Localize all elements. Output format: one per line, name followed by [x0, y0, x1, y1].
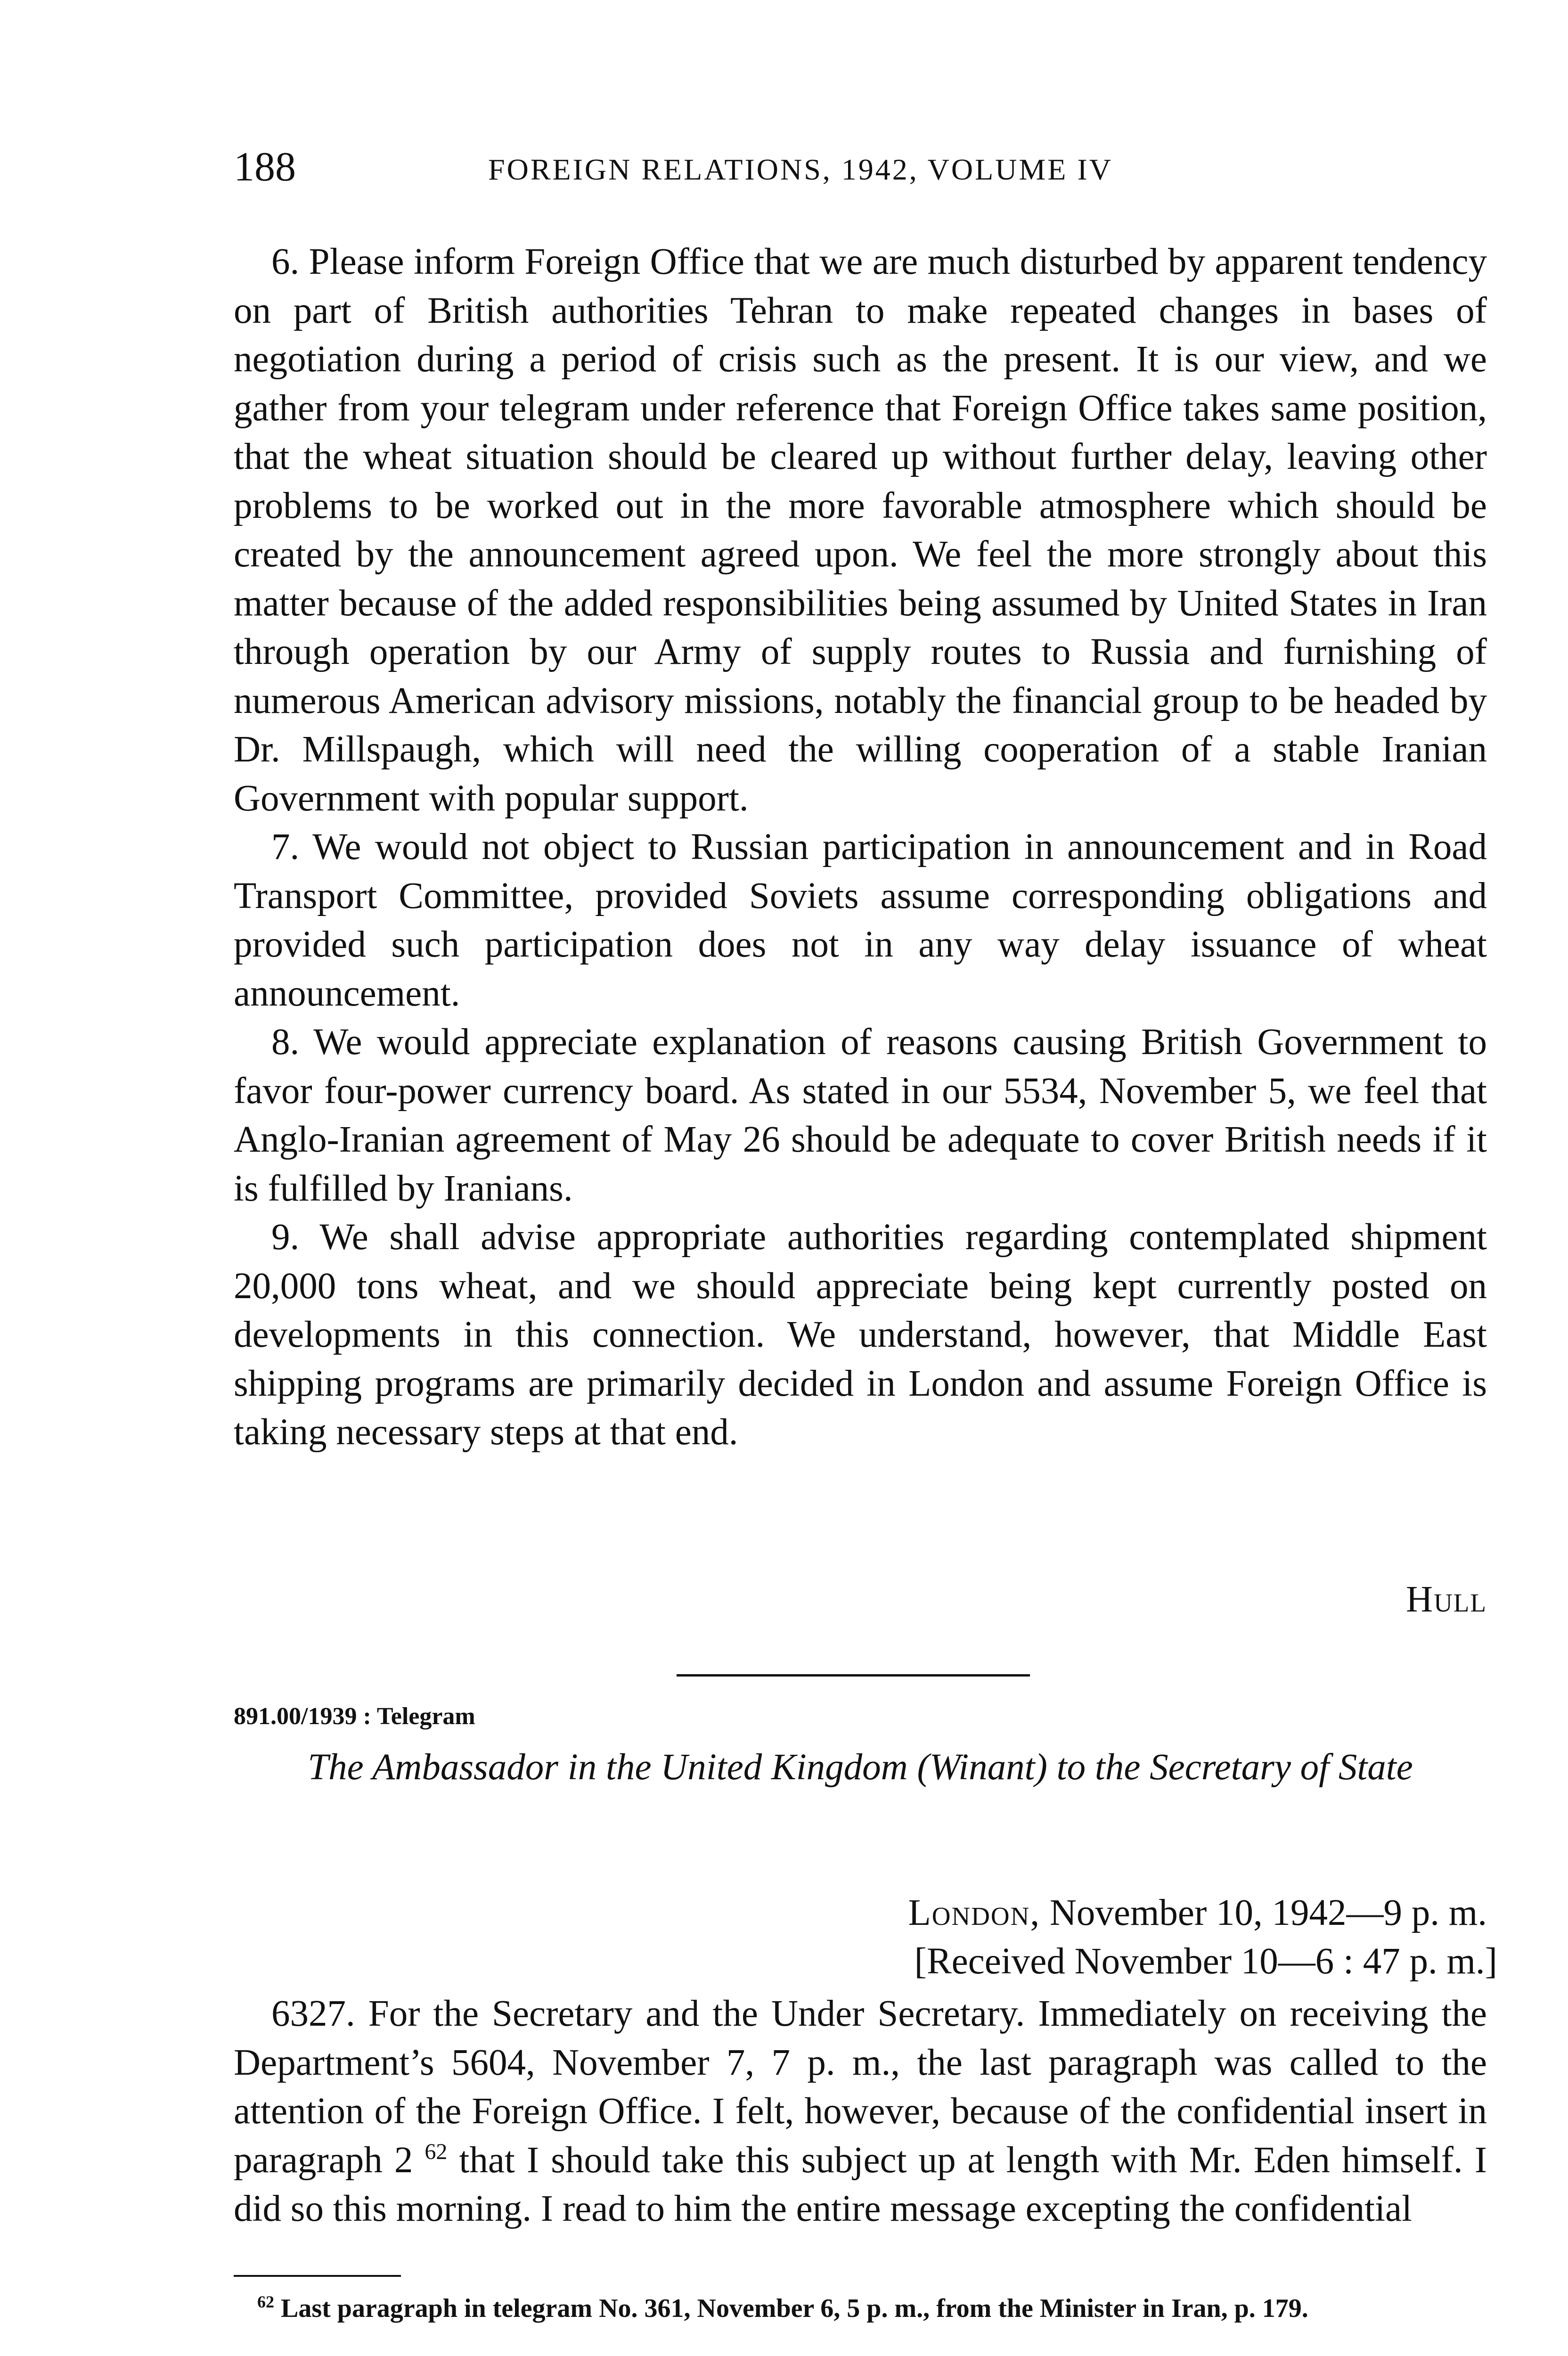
- signature: Hull: [1406, 1579, 1487, 1620]
- running-head: [234, 141, 1487, 193]
- document-heading: The Ambassador in the United Kingdom (Winant) to the Secretary of State: [308, 1747, 1413, 1788]
- paragraph-6: 6. Please inform Foreign Office that we are much disturbed by apparent tendency on part of British authorities Tehran to make repeated changes in bases of negotiation during a period of crisis such as the present. It is our view, and we gather from your telegram under reference that Foreign Office takes same position, that the wheat situation should be cleared up without further delay, leaving other problems to be worked out in the more favorable atmosphere which should be created by the announcement agreed upon. We feel the more strongly about this matter because of the added responsibilities being assumed by United States in Iran through operation by our Army of supply routes to Russia and furnishing of numerous American advisory missions, notably the financial group to be headed by Dr. Millspaugh, which will need the willing cooperation of a stable Iranian Government with popular support.: [234, 241, 1487, 819]
- footnote-reference[interactable]: 62: [425, 2139, 448, 2164]
- received-line: [Received November 10—6 : 47 p. m.]: [914, 1941, 1497, 1982]
- paragraph-8: 8. We would appreciate explanation of reasons causing British Government to favor four-power currency board. As stated in our 5534, November 5, we feel that Anglo-Iranian agreement of May 26 should be adequate to cover British needs if it is fulfilled by Iranians.: [234, 1022, 1487, 1209]
- date-time: November 10, 1942—9 p. m.: [1040, 1892, 1487, 1933]
- place-and-date: [908, 1892, 1487, 1934]
- paragraph-text-part-1: 6327. For the Secretary and the Under Secretary. Immediately on receiving the Department’s 5604, November 7, 7 p. m., the last paragraph was called to the attention of the Foreign Office. I felt, however, because of the confidential insert in paragraph 2: [234, 1993, 1487, 2181]
- footnote: [234, 2294, 1487, 2323]
- footnote-mark: 62: [257, 2292, 274, 2311]
- paragraph-9: 9. We shall advise appropriate authorities regarding contemplated shipment 20,000 tons wheat, and we should appreciate being kept currently posted on developments in this connection. We understand, however, that Middle East shipping programs are primarily decided in London and assume Foreign Office is taking necessary steps at that end.: [234, 1217, 1487, 1453]
- paragraph-6327: [234, 1989, 1487, 2233]
- running-title: FOREIGN RELATIONS, 1942, VOLUME IV: [488, 153, 1113, 186]
- page-number: 188: [234, 144, 296, 190]
- telegram-body-continued: [234, 237, 1487, 1457]
- footnote-text: Last paragraph in telegram No. 361, November 6, 5 p. m., from the Minister in Iran, p. 179.: [281, 2294, 1308, 2323]
- file-reference: 891.00/1939 : Telegram: [234, 1703, 475, 1730]
- section-divider: [677, 1674, 1030, 1677]
- telegram-body: [234, 1989, 1487, 2233]
- paragraph-text-part-2: that I should take this subject up at length with Mr. Eden himself. I did so this morning. I read to him the entire message excepting the confidential: [234, 2139, 1487, 2229]
- place-name: London,: [908, 1892, 1041, 1933]
- footnote-rule: [234, 2275, 401, 2277]
- paragraph-7: 7. We would not object to Russian participation in announcement and in Road Transport Committee, provided Soviets assume corresponding obligations and provided such participation does not in any way delay issuance of wheat announcement.: [234, 826, 1487, 1014]
